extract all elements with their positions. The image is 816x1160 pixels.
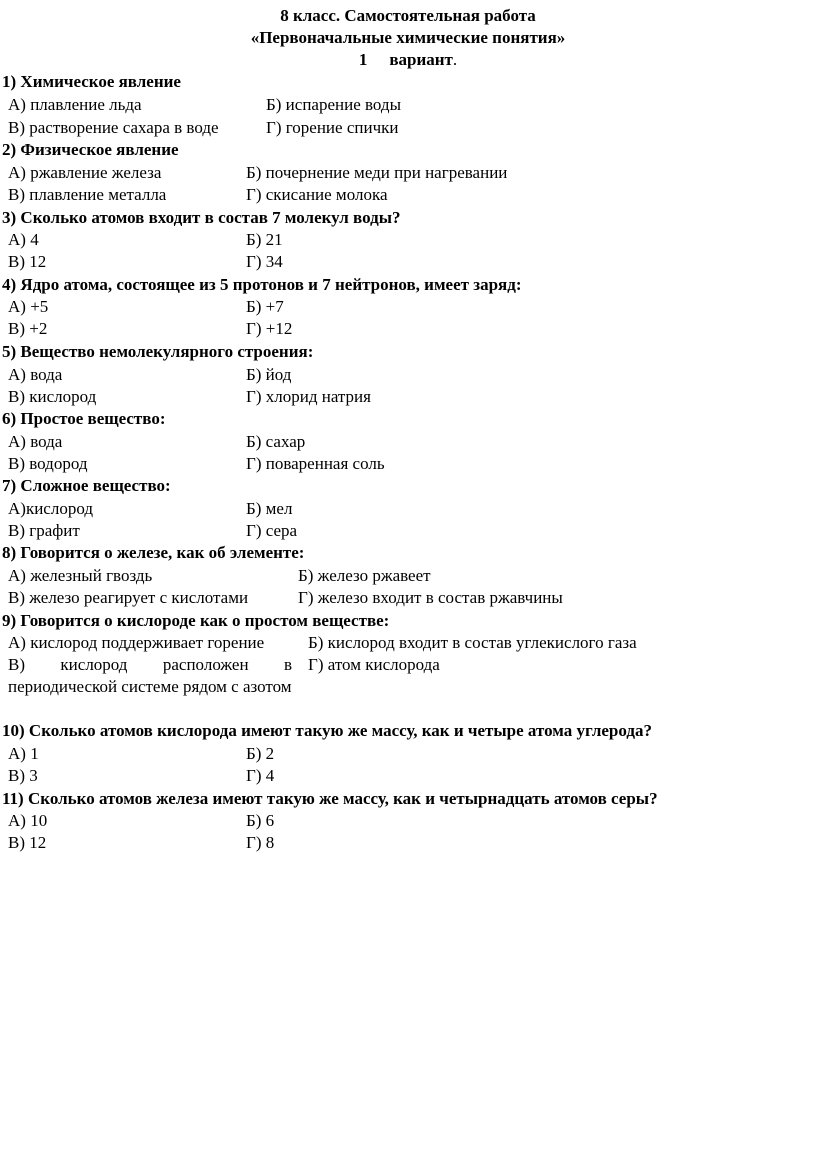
question-title: 7) Сложное вещество: (2, 476, 171, 495)
answer-option: А) 1 (8, 744, 39, 763)
question-title: 3) Сколько атомов входит в состав 7 молекул воды? (2, 208, 401, 227)
answer-option: Г) атом кислорода (308, 655, 440, 674)
answer-option: Б) 21 (246, 230, 283, 249)
answer-option: Б) железо ржавеет (298, 566, 431, 585)
question-title: 2) Физическое явление (2, 140, 179, 159)
answer-option: А) вода (8, 432, 63, 451)
answer-option: А) вода (8, 365, 63, 384)
answer-option: А) +5 (8, 297, 49, 316)
variant-label: вариант (389, 50, 453, 69)
answer-option: В) водород (8, 454, 88, 473)
answer-option: В) графит (8, 521, 80, 540)
answer-option: Б) кислород входит в состав углекислого газа (308, 633, 637, 652)
answer-option: Б) 6 (246, 811, 275, 830)
answer-option: Б) сахар (246, 432, 306, 451)
answer-option: А)кислород (8, 499, 93, 518)
answer-option: А) плавление льда (8, 95, 142, 114)
answer-option: В) железо реагирует с кислотами (8, 588, 249, 607)
answer-option: Б) почернение меди при нагревании (246, 163, 508, 182)
answer-option: В) плавление металла (8, 185, 167, 204)
answer-option: В) 12 (8, 833, 47, 852)
answer-option: Б) 2 (246, 744, 275, 763)
variant-dot: . (452, 50, 458, 69)
answer-option: Г) 4 (246, 766, 275, 785)
answer-option: В) +2 (8, 319, 48, 338)
answer-option: В) кислород (8, 387, 97, 406)
question-title: 5) Вещество немолекулярного строения: (2, 342, 314, 361)
answer-option: Г) поваренная соль (246, 454, 385, 473)
answer-option: Б) испарение воды (266, 95, 401, 114)
answer-option: Г) хлорид натрия (246, 387, 371, 406)
question-title: 8) Говорится о железе, как об элементе: (2, 543, 305, 562)
variant-number: 1 (358, 50, 368, 69)
answer-option: А) железный гвоздь (8, 566, 153, 585)
answer-option: Г) скисание молока (246, 185, 388, 204)
answer-option: Г) горение спички (266, 118, 399, 137)
answer-option: Г) 8 (246, 833, 275, 852)
header-variant (0, 49, 816, 71)
answer-option: Г) железо входит в состав ржавчины (298, 588, 563, 607)
question-title: 6) Простое вещество: (2, 409, 166, 428)
answer-option: А) ржавление железа (8, 163, 162, 182)
question-title: 11) Сколько атомов железа имеют такую же массу, как и четырнадцать атомов серы? (2, 789, 658, 808)
question-title: 4) Ядро атома, состоящее из 5 протонов и 7 нейтронов, имеет заряд: (2, 275, 522, 294)
answer-option: В) кислород расположен в периодической системе рядом с азотом (8, 655, 292, 696)
answer-option: Г) сера (246, 521, 298, 540)
answer-option: В) растворение сахара в воде (8, 118, 219, 137)
answer-option: В) 3 (8, 766, 38, 785)
question-title: 10) Сколько атомов кислорода имеют такую же массу, как и четыре атома углерода? (2, 721, 652, 740)
header-topic: «Первоначальные химические понятия» (250, 28, 566, 47)
header-title: 8 класс. Самостоятельная работа (280, 6, 536, 25)
answer-option: Б) йод (246, 365, 292, 384)
answer-option: А) 4 (8, 230, 39, 249)
answer-option: Г) 34 (246, 252, 283, 271)
answer-option: В) 12 (8, 252, 47, 271)
answer-option: Б) +7 (246, 297, 284, 316)
answer-option: Б) мел (246, 499, 293, 518)
answer-option: А) 10 (8, 811, 48, 830)
answer-option: Г) +12 (246, 319, 293, 338)
answer-option: А) кислород поддерживает горение (8, 633, 265, 652)
question-title: 9) Говорится о кислороде как о простом веществе: (2, 611, 390, 630)
question-title: 1) Химическое явление (2, 72, 181, 91)
